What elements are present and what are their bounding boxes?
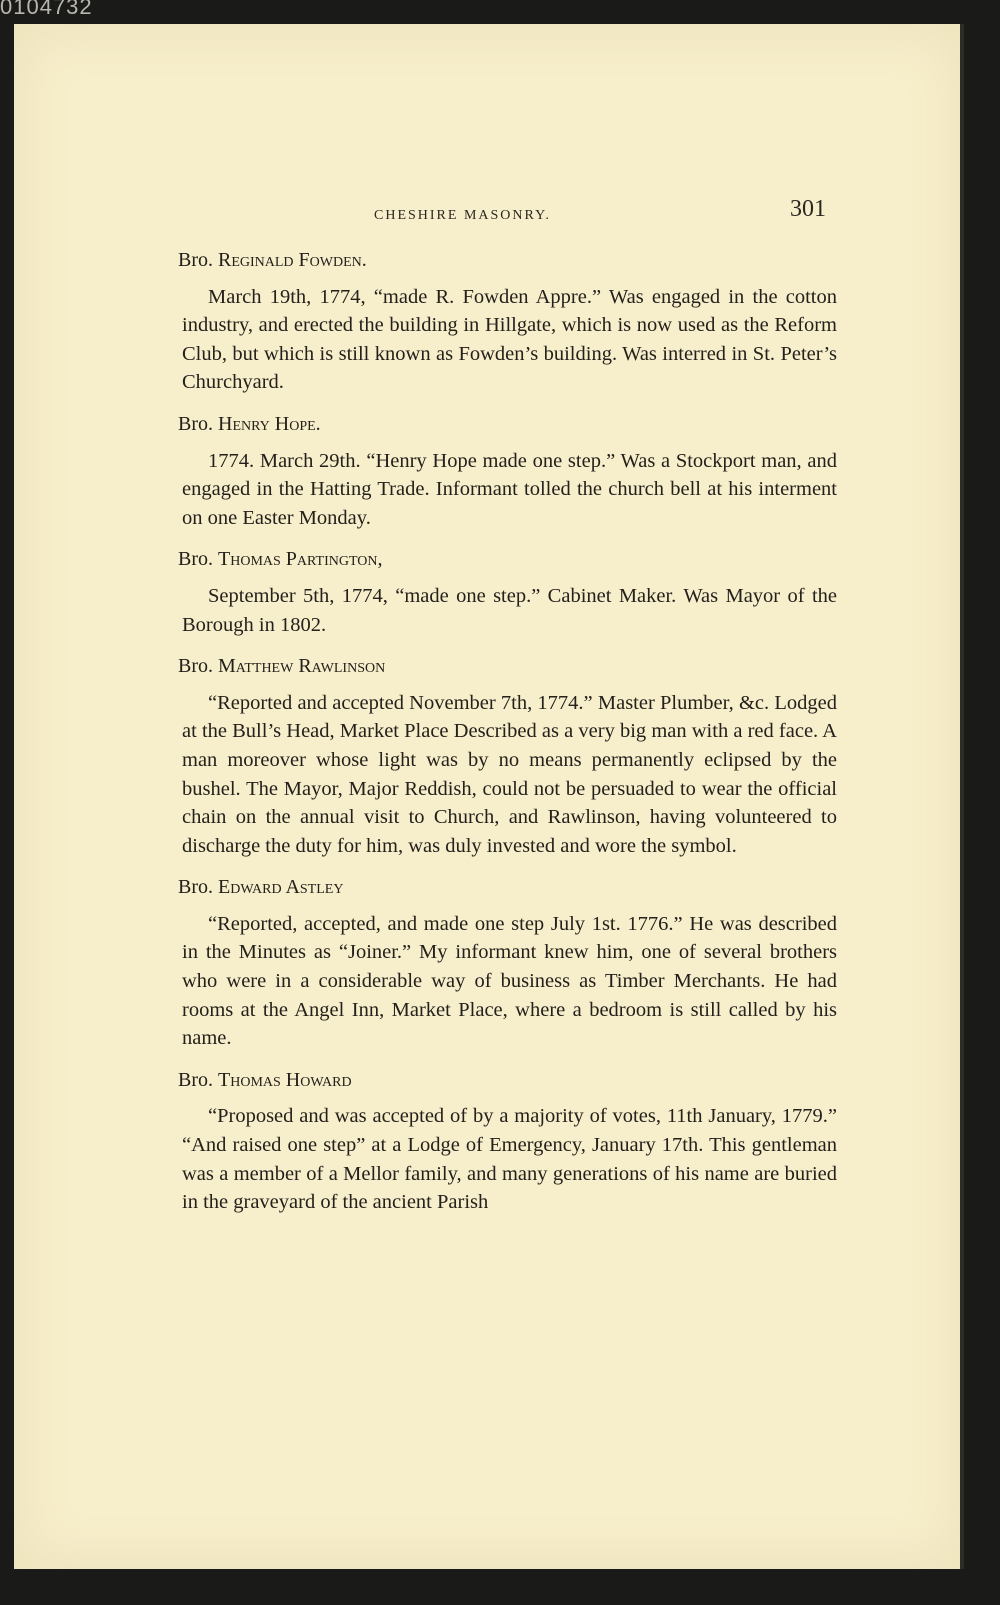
entry-body: September 5th, 1774, “made one step.” Cabinet Maker. Was Mayor of the Borough in 1802. [182,584,837,636]
entry-prefix: Bro. [178,1068,213,1091]
entry-heading [178,873,837,902]
entry-heading [178,652,837,681]
entry-body: 1774. March 29th. “Henry Hope made one step.” Was a Stockport man, and engaged in the Hatting Trade. Informant tolled the church bell at his interment on one Easter Monday. [182,449,837,529]
page-text [178,246,837,1217]
entry-heading [178,545,837,574]
entry-name: Thomas Partington, [218,548,383,571]
entry-body: “Reported and accepted November 7th, 1774.” Master Plumber, &c. Lodged at the Bull’s Head, Market Place Described as a very big man with a red face. A man moreover whose light was by no means permanently eclipsed by the bushel. The Mayor, Major Reddish, could not be persuaded to wear the official chain on the annual visit to Church, and Rawlinson, having volunteered to discharge the duty for him, was duly invested and wore the symbol. [182,691,837,857]
entry-name: Edward Astley [218,876,344,899]
entry-prefix: Bro. [178,655,213,678]
page-edge-shadow [960,24,964,1569]
page-number: 301 [790,196,826,222]
entry-prefix: Bro. [178,876,213,899]
book-page [14,24,964,1569]
running-head [14,196,964,232]
entry-heading [178,1066,837,1095]
entry-name: Thomas Howard [218,1068,352,1091]
entry-prefix: Bro. [178,548,213,571]
entry-name: Henry Hope. [218,412,321,435]
entry-name: Matthew Rawlinson [218,655,386,678]
entry-name: Reginald Fowden. [218,249,367,271]
scan-label: 0104732 [0,0,93,19]
running-head-title: CHESHIRE MASONRY. [374,208,551,223]
entry-heading [178,410,837,439]
entry-prefix: Bro. [178,249,213,271]
entry-body: March 19th, 1774, “made R. Fowden Appre.” Was engaged in the cotton industry, and erected the building in Hillgate, which is now used as the Reform Club, but which is still known as Fowden’s building. Was interred in St. Peter’s Churchyard. [182,285,837,394]
entry-body: “Reported, accepted, and made one step July 1st. 1776.” He was described in the Minutes as “Joiner.” My informant knew him, one of several brothers who were in a considerable way of business as Timber Merchants. He had rooms at the Angel Inn, Market Place, where a bedroom is still called by his name. [182,912,837,1050]
entry-body: “Proposed and was accepted of by a majority of votes, 11th January, 1779.” “And raised one step” at a Lodge of Emergency, January 17th. This gentleman was a member of a Mellor family, and many generations of his name are buried in the graveyard of the ancient Parish [182,1105,837,1214]
entry-heading [178,246,837,275]
entry-prefix: Bro. [178,412,213,435]
